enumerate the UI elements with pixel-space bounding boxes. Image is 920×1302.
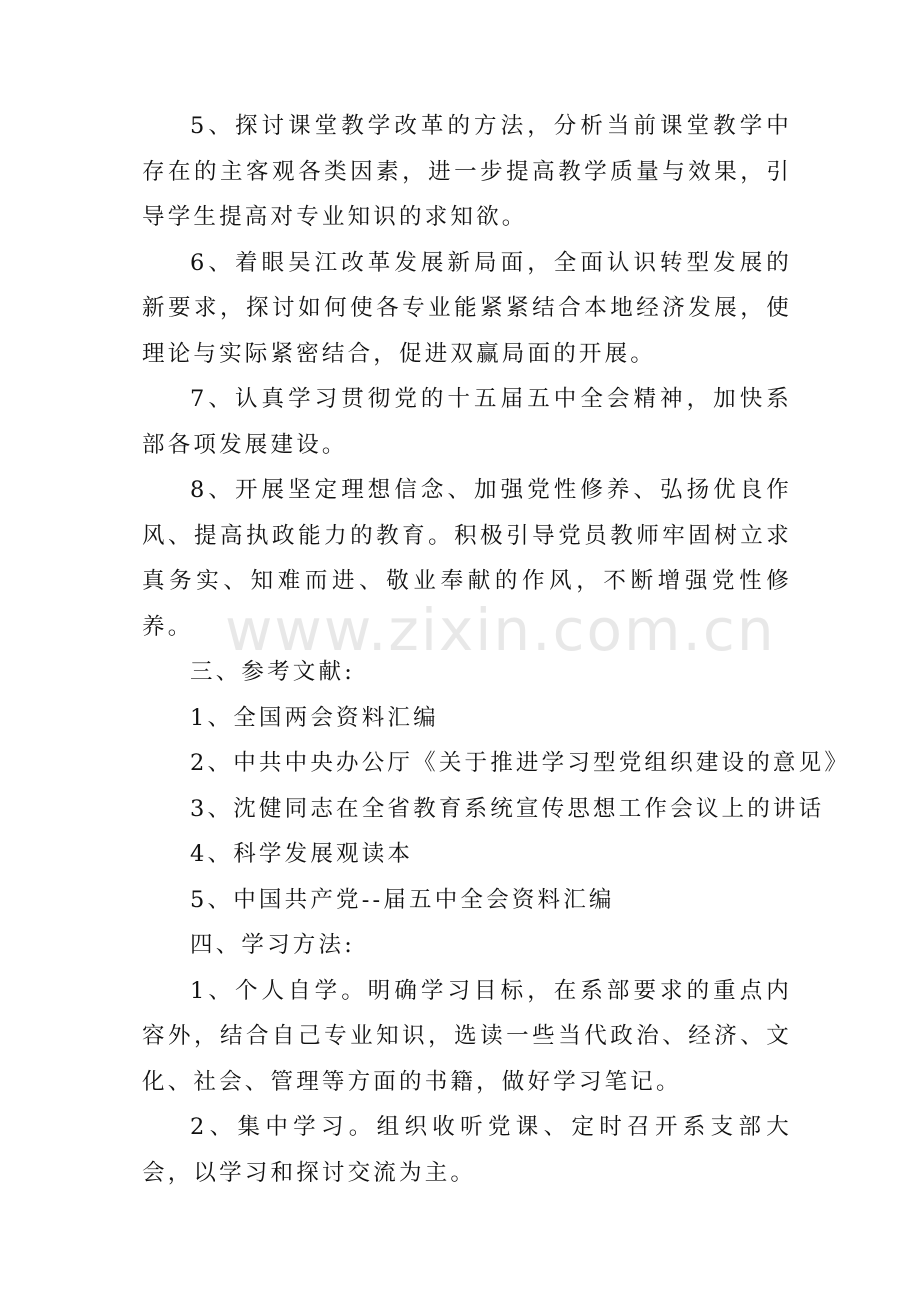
method-item-group-study: 2、集中学习。组织收听党课、定时召开系支部大会，以学习和探讨交流为主。	[142, 1114, 792, 1186]
reference-item: 4、科学发展观读本	[190, 841, 414, 867]
reference-item: 5、中国共产党--届五中全会资料汇编	[190, 886, 615, 913]
paragraph-item-7: 7、认真学习贯彻党的十五届五中全会精神，加快系部各项发展建设。	[142, 386, 792, 458]
method-item-self-study: 1、个人自学。明确学习目标，在系部要求的重点内容外，结合自己专业知识，选读一些当代政治、经济、文化、社会、管理等方面的书籍，做好学习笔记。	[142, 977, 792, 1095]
references-heading: 三、参考文献:	[190, 659, 355, 685]
reference-item: 2、中共中央办公厅《关于推进学习型党组织建设的意见》	[190, 750, 851, 776]
document-body	[142, 104, 851, 1196]
paragraph-item-5: 5、探讨课堂教学改革的方法，分析当前课堂教学中存在的主客观各类因素，进一步提高教学质量与效果，引导学生提高对专业知识的求知欲。	[142, 113, 792, 230]
reference-item: 1、全国两会资料汇编	[190, 704, 439, 731]
methods-heading: 四、学习方法:	[190, 932, 355, 958]
paragraph-item-8: 8、开展坚定理想信念、加强党性修养、弘扬优良作风、提高执政能力的教育。积极引导党员教师牢固树立求真务实、知难而进、敬业奉献的作风，不断增强党性修养。	[142, 477, 792, 640]
paragraph-item-6: 6、着眼吴江改革发展新局面，全面认识转型发展的新要求，探讨如何使各专业能紧紧结合本地经济发展，使理论与实际紧密结合，促进双赢局面的开展。	[142, 249, 792, 367]
watermark: www.zixin.com.cn	[225, 596, 776, 664]
reference-item: 3、沈健同志在全省教育系统宣传思想工作会议上的讲话	[190, 795, 825, 822]
